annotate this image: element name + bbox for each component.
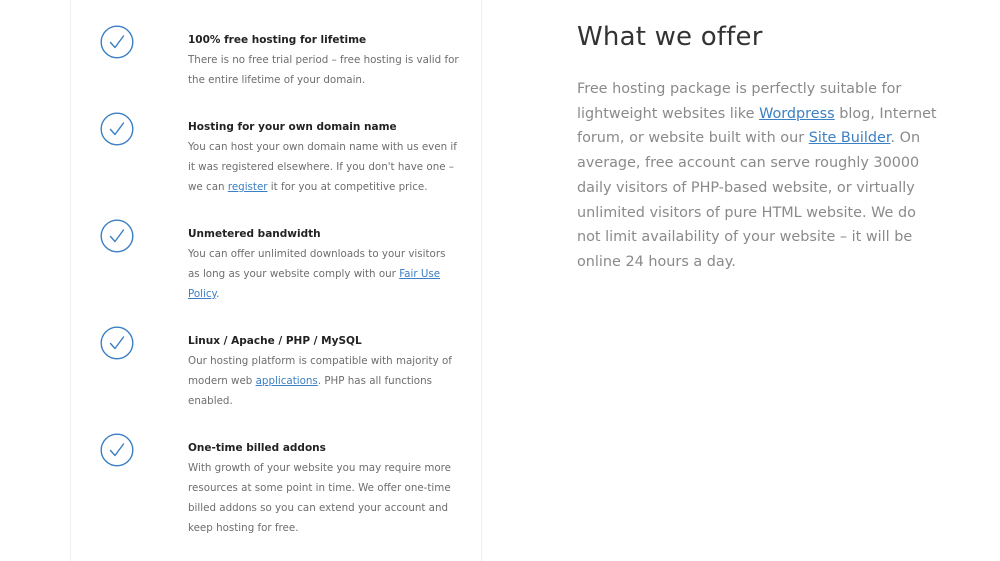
offer-description: Free hosting package is perfectly suitable for lightweight websites like Wordpress blog, Internet forum, or website built with our Site Builder. On average, free account can serve roughly 30000 daily visitors of PHP-based website, or virtually unlimited visitors of pure HTML website. We do not limit availability of your website – it will be online 24 hours a day. [577, 81, 937, 270]
feature-description: There is no free trial period – free hosting is valid for the entire lifetime of your domain. [188, 54, 459, 86]
offer-section [577, 22, 937, 275]
feature-title: 100% free hosting for lifetime [188, 34, 367, 46]
feature-title: Unmetered bandwidth [188, 228, 321, 240]
feature-title: Hosting for your own domain name [188, 121, 397, 133]
check-circle-icon [100, 326, 134, 360]
check-circle-icon [100, 25, 134, 59]
feature-description: Our hosting platform is compatible with majority of modern web applications. PHP has all functions enabled. [188, 355, 452, 407]
check-circle-icon [100, 112, 134, 146]
fair-use-policy-link[interactable]: Fair Use Policy [188, 268, 441, 300]
applications-link[interactable]: applications [255, 375, 318, 387]
check-circle-icon [100, 219, 134, 253]
feature-description: With growth of your website you may require more resources at some point in time. We offer one-time billed addons so you can extend your account and keep hosting for free. [188, 462, 451, 534]
features-panel [70, 0, 482, 561]
section-title: What we offer [577, 22, 763, 52]
feature-description: You can host your own domain name with us even if it was registered elsewhere. If you don't have one – we can register it for you at competitive price. [188, 141, 457, 193]
site-builder-link[interactable]: Site Builder [808, 130, 891, 147]
register-link[interactable]: register [227, 181, 268, 193]
feature-title: Linux / Apache / PHP / MySQL [188, 335, 362, 347]
feature-description: You can offer unlimited downloads to your visitors as long as your website comply with our Fair Use Policy. [188, 248, 446, 300]
wordpress-link[interactable]: Wordpress [759, 105, 835, 122]
feature-title: One-time billed addons [188, 442, 326, 454]
check-circle-icon [100, 433, 134, 467]
